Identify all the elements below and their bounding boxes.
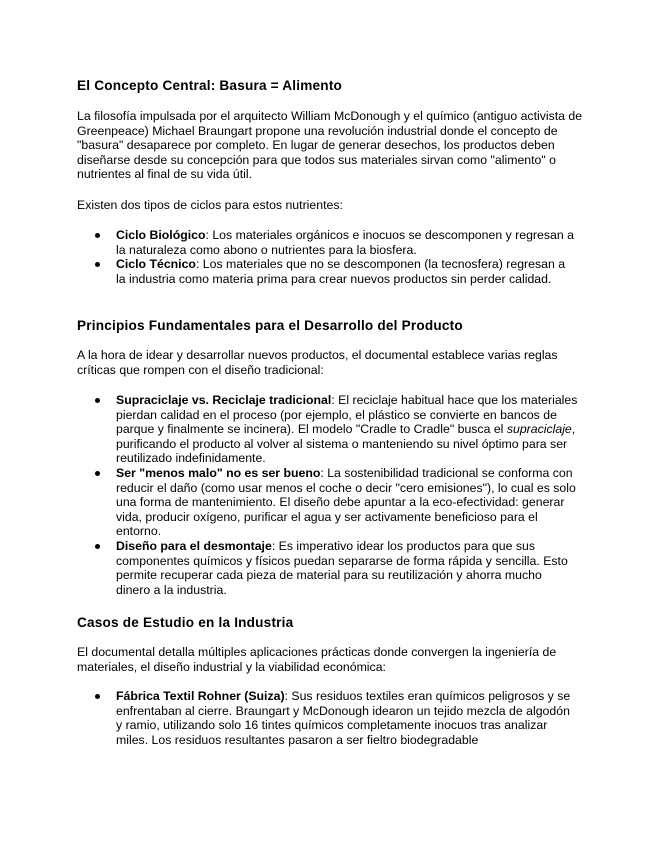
list-item-term: Ser "menos malo" no es ser bueno [116,465,321,480]
list-item [0,393,578,466]
bullet-icon [95,233,100,238]
list-item-text: : La sostenibilidad tradicional se conforma con reducir el daño (como usar menos el coche o decir "cero emisiones"), lo cual es solo una forma de mantenimiento. El diseño debe apuntar a la eco-efectividad: generar vida, producir oxígeno, purificar el agua y ser activamente beneficioso para el entorno. [116,465,576,539]
list-item-emphasis: supraciclaje [506,422,572,437]
list-item-text: , purificando el producto al volver al sistema o manteniendo su nivel óptimo para ser reutilizado indefinidamente. [116,422,576,466]
section-heading: Principios Fundamentales para el Desarrollo del Producto [77,318,463,333]
list-item-text: : Sus residuos textiles eran químicos peligrosos y se enfrentaban al cierre. Braungart y McDonough idearon un tejido mezcla de algodón y ramio, utilizando solo 16 tintes químicos completamente inocuos tras analizar miles. Los residuos resultantes pasaron a ser fieltro biodegradable [116,689,571,747]
bullet-icon [95,694,100,699]
list-item-term: Supraciclaje vs. Reciclaje tradicional [116,393,332,407]
bullet-list [0,689,655,747]
section-heading: El Concepto Central: Basura = Alimento [77,78,343,93]
bullet-icon [95,262,100,267]
paragraph: La filosofía impulsada por el arquitecto William McDonough y el químico (antiguo activista de Greenpeace) Michael Braungart propone una revolución industrial donde el concepto de "basura" desaparece por completo. En lugar de generar desechos, los productos deben diseñarse desde su concepción para que todos sus materiales sirvan como "alimento" o nutrientes al final de su vida útil. [77,109,583,182]
list-item-term: Ciclo Técnico [116,257,196,272]
list-item-text: : Los materiales que no se descomponen (la tecnosfera) regresan a la industria como materia prima para crear nuevos productos sin perder calidad. [116,257,566,286]
list-item [0,466,578,539]
list-item-text: : Es imperativo idear los productos para que sus componentes químicos y físicos puedan separarse de forma rápida y sencilla. Esto permite recuperar cada pieza de material para su reutilización y ahorra mucho dinero a la industria. [116,538,568,597]
list-item [0,257,578,286]
list-item-text: : El reciclaje habitual hace que los materiales pierdan calidad en el proceso (por ejemplo, el plástico se convierte en bancos de parque y finalmente se incinera). El modelo "Cradle to Cradle" busca el [116,393,578,437]
paragraph: A la hora de idear y desarrollar nuevos productos, el documental establece varias reglas críticas que rompen con el diseño tradicional: [77,348,558,377]
list-item-term: Fábrica Textil Rohner (Suiza) [116,689,285,703]
list-item-text: : Los materiales orgánicos e inocuos se descomponen y regresan a la naturaleza como abono o nutrientes para la biosfera. [116,228,574,257]
bullet-list [0,393,655,597]
paragraph: Existen dos tipos de ciclos para estos nutrientes: [77,198,343,212]
list-item-term: Ciclo Biológico [116,228,206,242]
bullet-icon [95,471,100,476]
bullet-icon [95,544,100,549]
list-item [0,539,578,597]
section-heading: Casos de Estudio en la Industria [77,615,294,630]
list-item [0,228,578,257]
list-item [0,689,578,747]
bullet-list [0,228,655,286]
list-item-term: Diseño para el desmontaje [116,538,272,553]
bullet-icon [95,398,100,403]
paragraph: El documental detalla múltiples aplicaciones prácticas donde convergen la ingeniería de materiales, el diseño industrial y la viabilidad económica: [77,645,557,674]
